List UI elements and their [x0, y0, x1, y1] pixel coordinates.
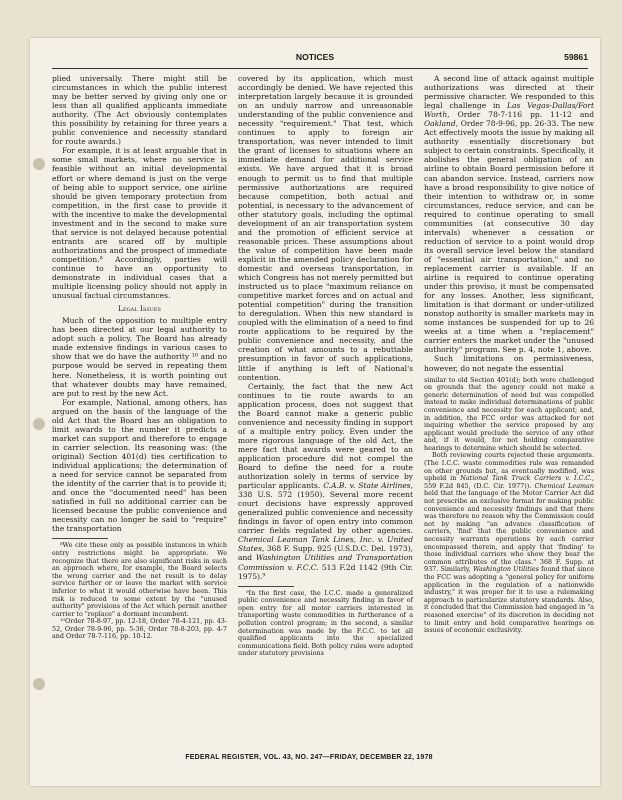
page-number: 59861: [564, 52, 588, 62]
case-citation: Chemical Leaman Tank Lines, Inc. v. United States: [238, 535, 413, 554]
text-run: held that the language of the Motor Carrier Act did not prescribe an exclusive format for making public convenience and necessity findings and that there was therefore no reason why the Commission could not by making "an advance classification of carriers, 'find' that the public convenience and necessity warrants operations by each carrier encompassed therein, and apply that 'finding' to those individual carriers who show they bear the common attributes of the class." 368 F. Supp. at 937. Similarly,: [424, 489, 594, 574]
text-run: , Order 78-9-96, pp. 26-33. The new Act effectively moots the issue by making all authority essentially discretionary but subject to certain constraints. Specifically, it abolishes the general obligation of an airline to obtain Board permission before it can abandon service. Instead, carriers now have a broad responsibility to give notice of their intention to withdraw or, in some circumstances, reduce service, and can be required to continue operating to small communities (at consecutive 30 day intervals) whenever a cessation or reduction of service to a point would drop its overall service level below the standard of "essential air transportation," and no replacement carrier is available. If an airline is required to continue operating under this proviso, it must be compensated for any losses. Another, less significant, limitation is that dormant or under-utilized nonstop authority is smaller markets may in some instances be suspended for up to 26 weeks at a time when a "replacement" carrier enters the market under the "unused authority" program. See p. 4, note 1, above.: [424, 119, 594, 355]
footnote: ¹⁰Order 78-8-97, pp. 12-18, Order 78-4-121, pp. 43-52, Order 78-9-96, pp. 5-36, Order 78-8-203, pp. 4-7 and Order 78-7-116, pp. 10-12.: [52, 617, 227, 641]
paragraph: Such limitations on permissiveness, however, do not negate the essential: [424, 354, 594, 373]
text-run: , 368 F. Supp. 925 (U.S.D.C. Del. 1973), and: [238, 544, 413, 563]
page-footer: FEDERAL REGISTER, VOL. 43, NO. 247—FRIDAY, DECEMBER 22, 1978: [185, 754, 433, 761]
paragraph: [424, 74, 594, 354]
footnote-continuation: [424, 377, 594, 635]
footnote: ⁸We cite these only as possible instances in which entry restrictions might be appropriate. We recognize that there are also significant risks in such an approach where, for example, the Board selects the wrong carrier and the net result is to delay service further or or leave the market with service inferior to what it would otherwise have been. This risk is reduced to some extent by the "unused authority" provisions of the Act which permit another carrier to "replace" a dormant incumbent.: [52, 541, 227, 618]
footnote: ⁹In the first case, the I.C.C. made a generalized public convenience and necessity finding in favor of open entry for all motor carriers interested in transporting waste commodities in furtherance of a pollution control program; in the second, a similar determination was made by the F.C.C. to let all qualified applicants into the specialized communications field. Both policy rules were adopted under statutory provisions: [238, 588, 413, 658]
header-rule: [52, 68, 588, 69]
document-page: [30, 38, 600, 786]
case-citation: Oakland: [424, 119, 456, 129]
case-citation: Chemical Leaman: [534, 481, 594, 490]
footnotes: [238, 590, 413, 658]
text-run: 513 F.2d 1142 (9th Cir. 1975).⁹: [238, 562, 413, 581]
text-run: Both reviewing courts rejected these arguments. (The I.C.C. waste commodities rule was remanded on other grounds but, as eventually modified, was upheld in: [424, 451, 594, 483]
case-citation: C.A.B. v. State Airlines: [323, 481, 411, 491]
paragraph: For example, National, among others, has argued on the basis of the language of the old Act that the Board has an obligation to limit awards to the number it predicts a market can support and therefore to engage in carrier selection. Its reasoning was: (the original) Section 401(d) ties certification to individual applications; the determination of a need for service cannot be separated from the identity of the carrier that is to provide it; and once the "documented need" has been satisfied in full no additional carrier can be licensed because the public convenience and necessity can no longer be said to "require" the transportation: [52, 397, 227, 534]
paragraph: Much of the opposition to multiple entry has been directed at our legal authority to adopt such a policy. The Board has already made extensive findings in various cases to show that we do have the authority ¹⁰ and no purpose would be served in repeating them here. Nonetheless, it is worth pointing out that whatever doubts may have remained, are put to rest by the new Act.: [52, 316, 227, 398]
text-run: , 559 F.2d 845, (D.C. Cir. 1977)).: [424, 474, 594, 490]
case-citation: National Tank Truck Carriers v. I.C.C.: [460, 474, 592, 483]
section-title: NOTICES: [295, 52, 335, 62]
column-left: [52, 74, 227, 641]
text-run: , Order 78-7-116 pp. 11-12 and: [447, 110, 594, 120]
footnote-text: [424, 452, 594, 634]
paragraph: covered by its application, which must accordingly be denied. We have rejected this interpretation largely because it is grounded on an unduly narrow and unreasonable understanding of the public convenience and necessity "requirement." That test, which continues to apply to foreign air transportation, was never intended to limit the grant of licenses to situations where an immediate demand for additional service exists. We have argued that it is broad enough to permit us to find that multiple permissive authorizations are required because competition, both actual and potential, is necessary to the advancement of other statutory goals, including the optimal development of an air transportation system and the promotion of efficient service at reasonable prices. These assumptions about the value of competition have been made explicit in the amended policy declaration for domestic and overseas transportation, in which Congress has not merely permitted but instructed us to place "maximum reliance on competitive market forces and on actual and potential competition" during the transition to deregulation. When this new standard is coupled with the elimination of a need to find route applications to be required by the public convenience and necessity, and the creation of what amounts to a rebuttable presumption in favor of such applications, little if anything is left of National's contention.: [238, 74, 413, 382]
footnote-text: similar to old Section 401(d); both were challenged on grounds that the agency could not make a generic determination of need but was compelled instead to make individual determinations of public convenience and necessity for each applicant; and, in addition, the FCC order was attacked for not inquiring whether the service proposed by any applicant would preclude the service of any other and, if it would, for not holding comparative hearings to determine which should be selected.: [424, 375, 594, 452]
text-run: found that since the FCC was adopting a "general policy for uniform application in the regulation of a nationwide industry," it was proper for it to use a rulemaking approach to particularize statutory standards. Also, it concluded that the Commission had engaged in "a reasoned exercise" of its discretion in deciding not to limit entry and hold comparative hearings on issues of economic exclusivity.: [424, 565, 594, 635]
case-citation: Washington Utilities: [472, 565, 539, 574]
case-citation: Washington Utilities and Transportation Commission v. F.C.C.: [238, 553, 414, 572]
paragraph: plied universally. There might still be circumstances in which the public interest may be better served by giving only one or less than all qualified applicants immediate authority. (The Act obviously contemplates this possibility by retaining for three years a public convenience and necessity standard for route awards.): [52, 74, 227, 147]
column-middle: [238, 74, 413, 658]
page-header: [30, 52, 600, 66]
text-run: , 338 U.S. 572 (1950). Several more recent court decisions have expressly approved generalized public convenience and necessity findings in favor of open entry into common carrier fields regulated by other agencies.: [238, 481, 414, 536]
case-citation: Las Vegas-Dallas/Fort Worth: [424, 101, 594, 120]
footnote-rule: [238, 586, 294, 587]
punch-hole: [33, 158, 45, 170]
footnotes: [52, 542, 227, 641]
punch-hole: [33, 418, 45, 430]
column-right: [424, 74, 594, 635]
paragraph: For example, it is at least arguable that in some small markets, where no service is feasible without an initial developmental effort or where demand is just on the verge of being able to support service, one airline should be given temporary protection from competition, in the first case to provide it with the incentive to make the developmental investment and in the second to make sure that service is not delayed because potential entrants are scared off by multiple authorizations and the prospect of immediate competition.⁸ Accordingly, parties will continue to have an opportunity to demonstrate in individual cases that a multiple licensing policy should not apply in unusual factual circumstances.: [52, 146, 227, 301]
footnote-rule: [52, 538, 108, 539]
section-heading: Legal Issues: [118, 304, 161, 314]
punch-hole: [33, 678, 45, 690]
text-run: A second line of attack against multiple authorizations was directed at their permissive character. We responded to this legal challenge in: [424, 74, 594, 111]
text-run: Certainly, the fact that the new Act continues to tie route awards to an application process, does not suggest that the Board cannot make a generic public convenience and necessity finding in support of a multiple entry policy. Even under the more rigorous language of the old Act, the mere fact that awards were geared to an application procedure did not compel the Board to define the need for a route authorization solely in terms of service by particular applicants.: [238, 381, 413, 491]
paragraph: [238, 382, 413, 581]
